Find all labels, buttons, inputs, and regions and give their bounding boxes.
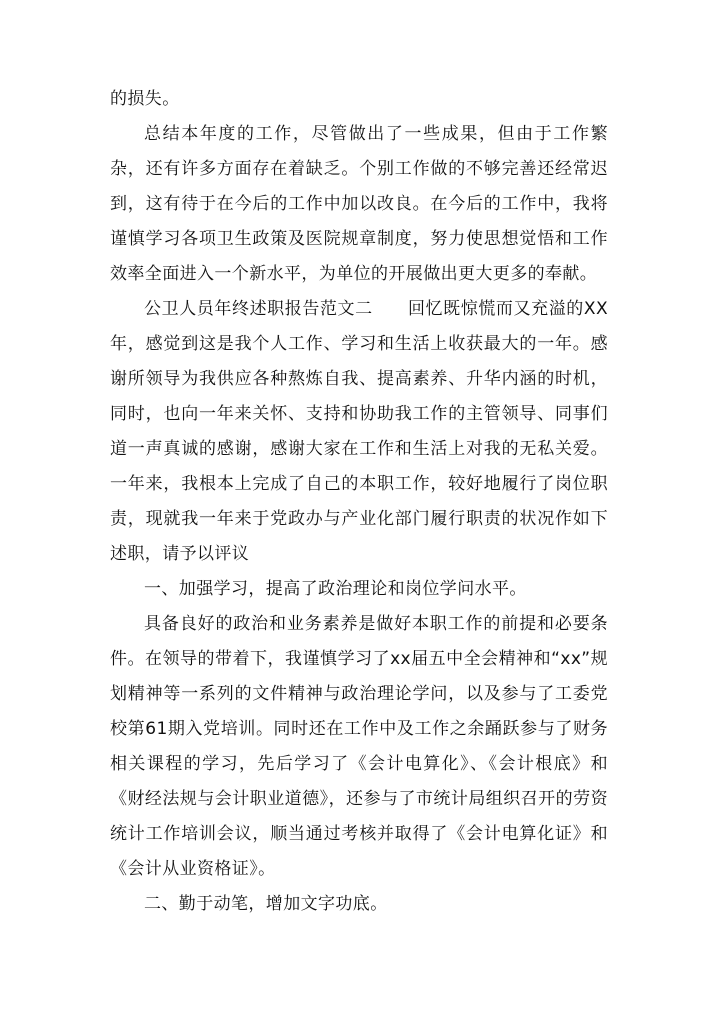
paragraph-study: 具备良好的政治和业务素养是做好本职工作的前提和必要条件。在领导的带着下，我谨慎学习了xx届五中全会精神和“xx”规划精神等一系列的文件精神与政治理论学问，以及参与了工委党校第61期入党培训。同时还在工作中及工作之余踊跃参与了财务相关课程的学习，先后学习了《会计电算化》、《会计根底》和《财经法规与会计职业道德》，还参与了市统计局组织召开的劳资统计工作培训会议，顺当通过考核并取得了《会计电算化证》和《会计从业资格证》。 xyxy=(110,614,608,879)
paragraph-summary: 总结本年度的工作，尽管做出了一些成果，但由于工作繁杂，还有许多方面存在着缺乏。个别工作做的不够完善还经常迟到，这有待于在今后的工作中加以改良。在今后的工作中，我将谨慎学习各项卫生政策及医院规章制度，努力使思想觉悟和工作效率全面进入一个新水平，为单位的开展做出更大更多的奉献。 xyxy=(110,124,608,284)
paragraph-continuation: 的损失。 xyxy=(110,89,180,109)
paragraph-report-intro: 公卫人员年终述职报告范文二 回忆既惊慌而又充溢的XX年，感觉到这是我个人工作、学习和生活上收获最大的一年。感谢所领导为我供应各种熬炼自我、提高素养、升华内涵的时机，同时，也向一年来关怀、支持和协助我工作的主管领导、同事们道一声真诚的感谢，感谢大家在工作和生活上对我的无私关爱。一年来，我根本上完成了自己的本职工作，较好地履行了岗位职责，现就我一年来于党政办与产业化部门履行职责的状况作如下述职，请予以评议 xyxy=(110,299,608,564)
section-heading-study: 一、加强学习，提高了政治理论和岗位学问水平。 xyxy=(144,579,527,599)
section-heading-writing: 二、勤于动笔，增加文字功底。 xyxy=(144,894,388,914)
